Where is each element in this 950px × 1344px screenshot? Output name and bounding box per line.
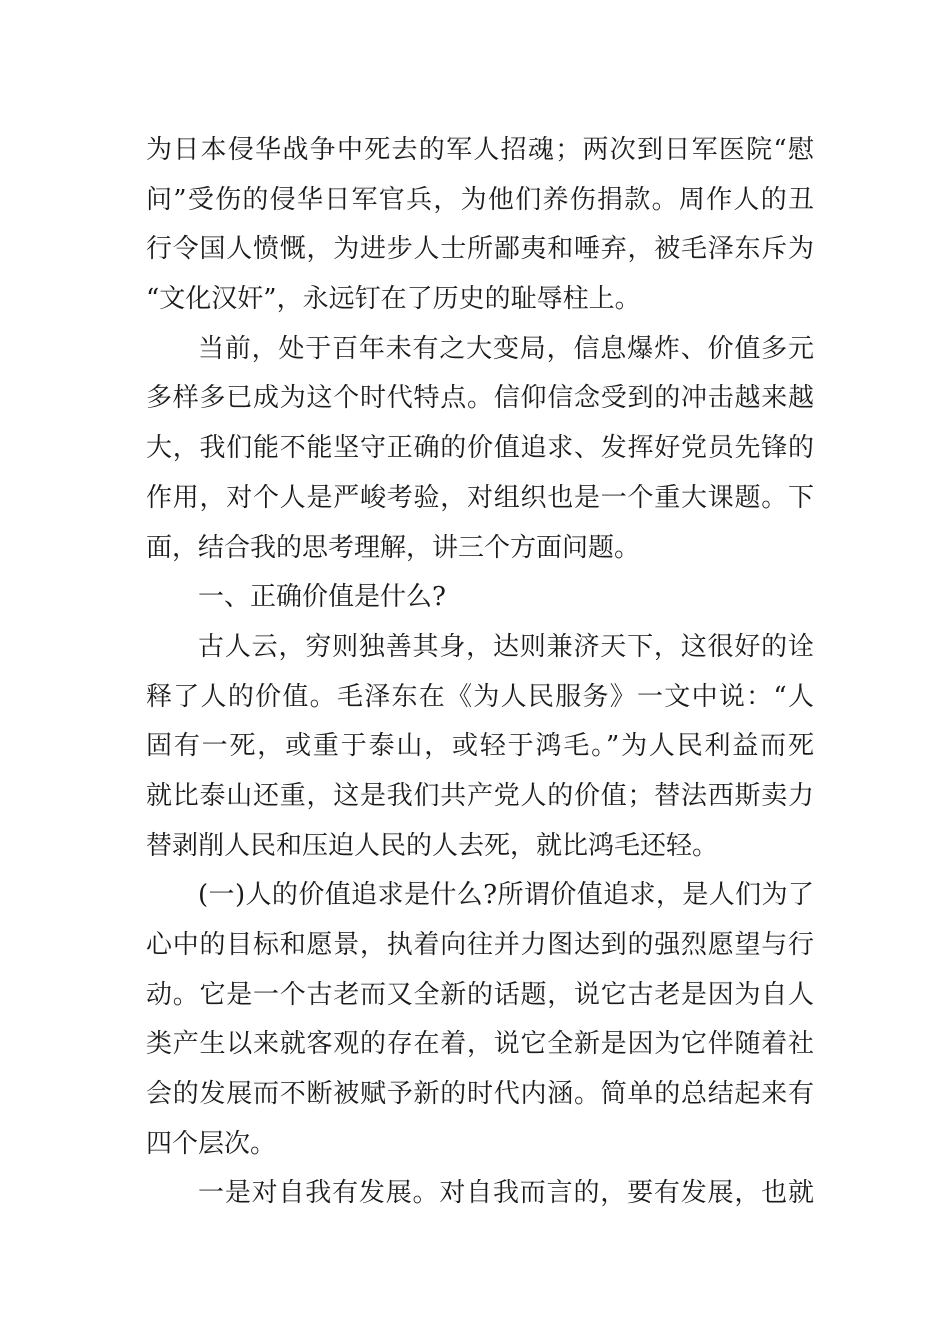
text-line: 替剥削人民和压迫人民的人去死，就比鸿毛还轻。 xyxy=(146,830,719,861)
section-heading: 一、正确价值是什么? xyxy=(198,582,446,613)
text-line: 当前，处于百年未有之大变局，信息爆炸、价值多元 xyxy=(198,333,814,364)
text-line: 就比泰山还重，这是我们共产党人的价值；替法西斯卖力 xyxy=(146,780,814,811)
text-line: 古人云，穷则独善其身，达则兼济天下，这很好的诠 xyxy=(198,631,814,662)
document-body xyxy=(146,126,814,1219)
text-line: 大，我们能不能坚守正确的价值追求、发挥好党员先锋的 xyxy=(146,433,814,464)
text-line: 一是对自我有发展。对自我而言的，要有发展，也就 xyxy=(198,1178,814,1209)
text-line: 面，结合我的思考理解，讲三个方面问题。 xyxy=(146,532,641,563)
text-line: 四个层次。 xyxy=(146,1128,277,1159)
text-line: 释了人的价值。毛泽东在《为人民服务》一文中说：“人 xyxy=(146,681,814,712)
text-line: 行令国人愤慨，为进步人士所鄙夷和唾弃，被毛泽东斥为 xyxy=(146,234,814,265)
text-line: 为日本侵华战争中死去的军人招魂；两次到日军医院“慰 xyxy=(146,135,814,165)
text-line: 固有一死，或重于泰山，或轻于鸿毛。”为人民利益而死 xyxy=(146,731,814,762)
text-line: 多样多已成为这个时代特点。信仰信念受到的冲击越来越 xyxy=(146,383,814,414)
text-line: 心中的目标和愿景，执着向往并力图达到的强烈愿望与行 xyxy=(146,930,814,960)
text-line: 类产生以来就客观的存在着，说它全新是因为它伴随着社 xyxy=(146,1029,814,1060)
subsection-line: (一)人的价值追求是什么?所谓价值追求，是人们为了 xyxy=(198,880,814,911)
text-line: 问”受伤的侵华日军官兵，为他们养伤捐款。周作人的丑 xyxy=(146,184,814,215)
text-line: 动。它是一个古老而又全新的话题，说它古老是因为自人 xyxy=(146,979,814,1010)
text-line: 作用，对个人是严峻考验，对组织也是一个重大课题。下 xyxy=(146,482,814,513)
text-line: “文化汉奸”，永远钉在了历史的耻辱柱上。 xyxy=(146,284,641,315)
text-line: 会的发展而不断被赋予新的时代内涵。简单的总结起来有 xyxy=(146,1079,814,1110)
